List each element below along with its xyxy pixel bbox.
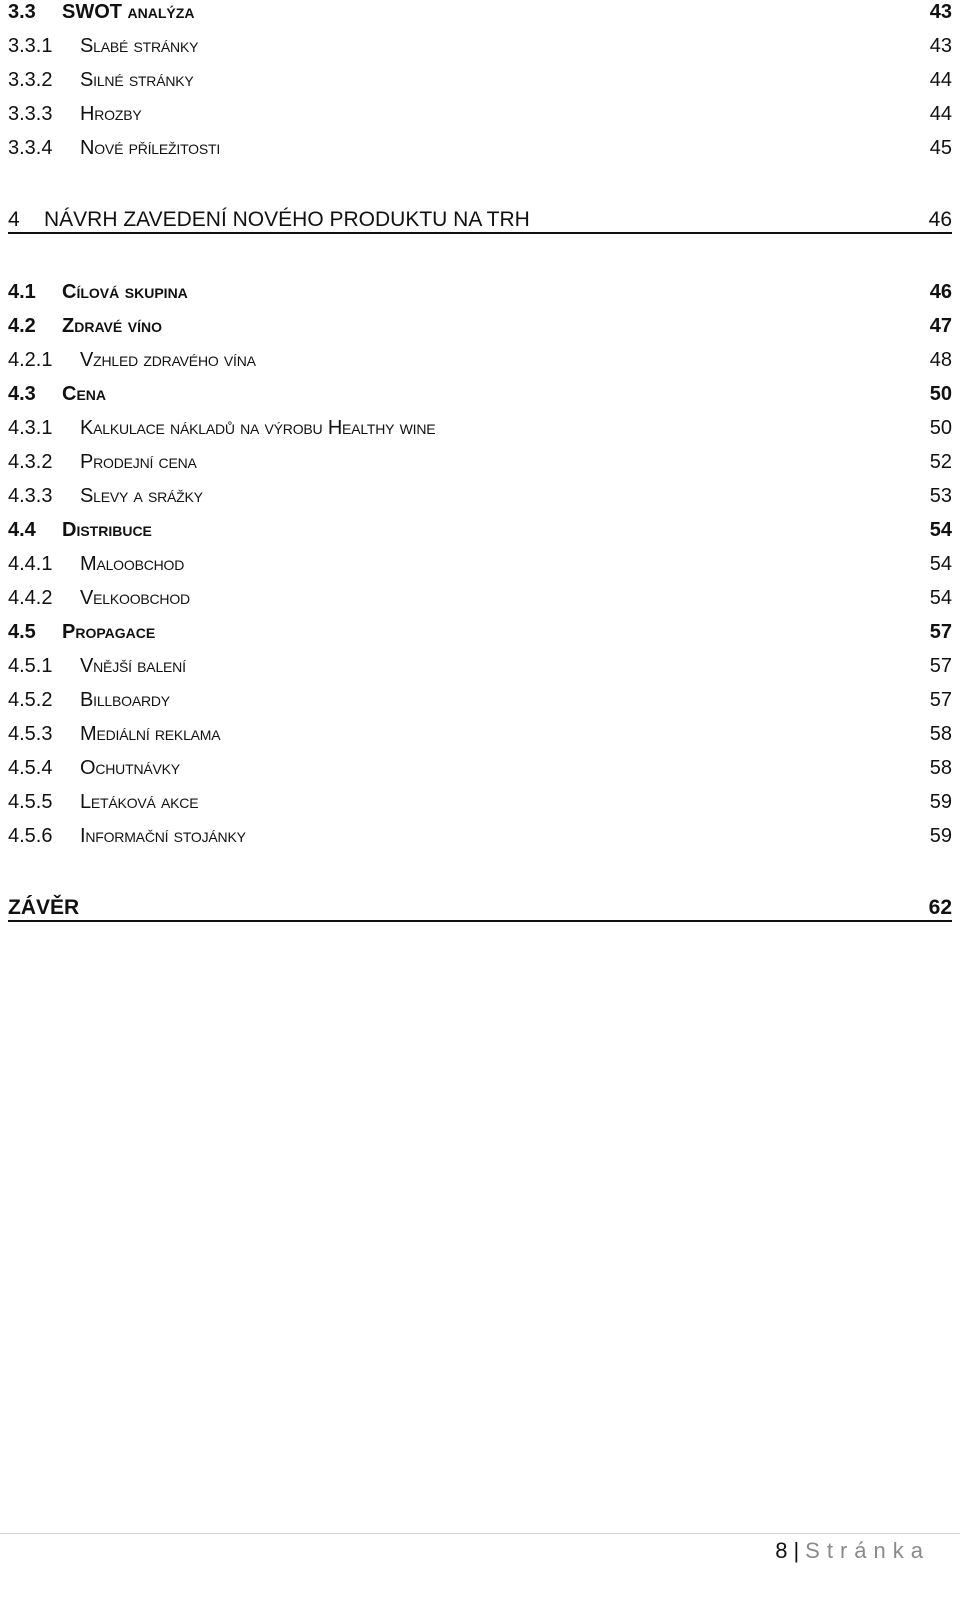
toc-entry-4-5-4[interactable]	[8, 751, 956, 785]
footer-divider	[0, 1533, 960, 1534]
toc-entry-page: 46	[929, 281, 952, 303]
toc-entry-number: 4.5.6	[8, 825, 53, 847]
toc-entry-page: 54	[929, 553, 952, 575]
toc-entry-number: 4.5.3	[8, 723, 53, 745]
toc-entry-3-3-4[interactable]	[8, 131, 956, 165]
toc-entry-page: 58	[929, 723, 952, 745]
toc-entry-number: 4.3.2	[8, 451, 53, 473]
toc-entry-page: 43	[929, 1, 952, 23]
toc-entry-number: 4.4.1	[8, 553, 53, 575]
toc-chapter-4[interactable]	[8, 203, 956, 237]
toc-entry-3-3-1[interactable]	[8, 29, 956, 63]
toc-entry-4-5-6[interactable]	[8, 819, 956, 853]
toc-entry-4-3-2[interactable]	[8, 445, 956, 479]
toc-entry-number: 4.3.3	[8, 485, 53, 507]
toc-entry-number: 3.3	[8, 1, 36, 23]
toc-entry-4-4-1[interactable]	[8, 547, 956, 581]
toc-entry-page: 58	[929, 757, 952, 779]
toc-entry-number: 3.3.1	[8, 35, 53, 57]
toc-entry-title: Maloobchod	[80, 553, 185, 575]
toc-entry-title: Informační stojánky	[80, 825, 246, 847]
toc-entry-4-5-3[interactable]	[8, 717, 956, 751]
toc-entry-page: 57	[929, 655, 952, 677]
toc-entry-title: Mediální reklama	[80, 723, 221, 745]
toc-entry-page: 48	[929, 349, 952, 371]
toc-entry-number: 4.2.1	[8, 349, 53, 371]
toc-entry-page: 50	[929, 383, 952, 405]
toc-entry-title: Vzhled zdravého vína	[80, 349, 256, 371]
toc-entry-4-4[interactable]	[8, 513, 956, 547]
toc-entry-title: Velkoobchod	[80, 587, 190, 609]
toc-entry-4-3-1[interactable]	[8, 411, 956, 445]
toc-entry-page: 45	[929, 137, 952, 159]
toc-entry-title: Cílová skupina	[62, 281, 188, 303]
toc-entry-number: 4.4.2	[8, 587, 53, 609]
toc-entry-title: Nové příležitosti	[80, 137, 221, 159]
toc-entry-page: 59	[929, 791, 952, 813]
toc-entry-number: 4.5.4	[8, 757, 53, 779]
toc-entry-title: Letáková akce	[80, 791, 199, 813]
toc-chapter-title: NÁVRH ZAVEDENÍ NOVÉHO PRODUKTU NA TRH	[44, 208, 530, 231]
toc-entry-title: Cena	[62, 383, 107, 405]
toc-entry-title: Slabé stránky	[80, 35, 199, 57]
toc-entry-title: Prodejní cena	[80, 451, 197, 473]
toc-entry-number: 4.4	[8, 519, 36, 541]
toc-entry-4-5[interactable]	[8, 615, 956, 649]
toc-chapter-page: 46	[928, 208, 952, 231]
footer-page-word: Stránka	[805, 1538, 930, 1563]
toc-conclusion[interactable]	[8, 891, 956, 925]
toc-conclusion-page: 62	[928, 896, 952, 919]
toc-entry-4-5-5[interactable]	[8, 785, 956, 819]
toc-entry-number: 4.5.5	[8, 791, 53, 813]
toc-entry-title: Ochutnávky	[80, 757, 180, 779]
toc-entry-number: 3.3.4	[8, 137, 53, 159]
toc-entry-4-4-2[interactable]	[8, 581, 956, 615]
toc-entry-4-2[interactable]	[8, 309, 956, 343]
toc-entry-page: 59	[929, 825, 952, 847]
footer-page-number: 8	[775, 1538, 788, 1563]
toc-conclusion-title: ZÁVĚR	[8, 896, 80, 919]
toc-chapter-number: 4	[8, 208, 20, 231]
toc-entry-number: 3.3.3	[8, 103, 53, 125]
toc-entry-number: 3.3.2	[8, 69, 53, 91]
footer-separator: |	[793, 1538, 800, 1563]
toc-entry-title: Silné stránky	[80, 69, 194, 91]
toc-entry-title: SWOT analýza	[62, 1, 195, 23]
toc-entry-number: 4.5.2	[8, 689, 53, 711]
toc-entry-4-5-1[interactable]	[8, 649, 956, 683]
toc-entry-page: 52	[929, 451, 952, 473]
toc-entry-title: Slevy a srážky	[80, 485, 203, 507]
toc-entry-page: 44	[929, 103, 952, 125]
toc-entry-page: 53	[929, 485, 952, 507]
toc-entry-number: 4.3.1	[8, 417, 53, 439]
toc-entry-4-3-3[interactable]	[8, 479, 956, 513]
toc-entry-4-3[interactable]	[8, 377, 956, 411]
toc-entry-number: 4.5.1	[8, 655, 53, 677]
toc-entry-title: Billboardy	[80, 689, 170, 711]
toc-entry-title: Propagace	[62, 621, 156, 643]
toc-entry-page: 43	[929, 35, 952, 57]
toc-entry-number: 4.5	[8, 621, 36, 643]
toc-entry-page: 47	[929, 315, 952, 337]
toc-entry-page: 57	[929, 689, 952, 711]
toc-entry-number: 4.1	[8, 281, 36, 303]
toc-entry-title: Vnější balení	[80, 655, 186, 677]
toc-entry-3-3-3[interactable]	[8, 97, 956, 131]
page-footer	[775, 1538, 930, 1564]
toc-entry-page: 57	[929, 621, 952, 643]
toc-entry-title: Distribuce	[62, 519, 152, 541]
toc-entry-page: 54	[929, 519, 952, 541]
toc-entry-title: Kalkulace nákladů na výrobu Healthy wine	[80, 417, 436, 439]
toc-entry-page: 54	[929, 587, 952, 609]
toc-entry-3-3-2[interactable]	[8, 63, 956, 97]
toc-entry-title: Hrozby	[80, 103, 142, 125]
toc-entry-page: 50	[929, 417, 952, 439]
toc-entry-4-1[interactable]	[8, 275, 956, 309]
toc-entry-number: 4.2	[8, 315, 36, 337]
table-of-contents	[8, 0, 956, 925]
toc-entry-title: Zdravé víno	[62, 315, 162, 337]
toc-entry-3-3[interactable]	[8, 0, 956, 29]
toc-entry-page: 44	[929, 69, 952, 91]
toc-entry-4-2-1[interactable]	[8, 343, 956, 377]
toc-entry-number: 4.3	[8, 383, 36, 405]
toc-entry-4-5-2[interactable]	[8, 683, 956, 717]
